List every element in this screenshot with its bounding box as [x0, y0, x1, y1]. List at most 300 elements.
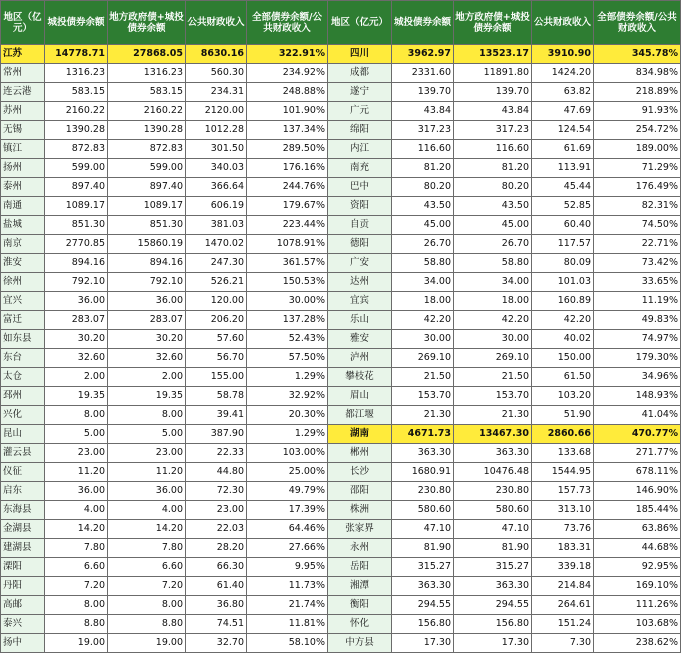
region-cell: 眉山 [328, 387, 392, 406]
region-cell: 泰兴 [1, 615, 45, 634]
value-cell: 19.35 [45, 387, 108, 406]
value-cell: 39.41 [186, 406, 247, 425]
value-cell: 45.00 [454, 216, 532, 235]
value-cell: 1544.95 [532, 463, 594, 482]
table-row [1, 349, 681, 368]
table-row [1, 235, 681, 254]
region-cell: 邵阳 [328, 482, 392, 501]
value-cell: 47.10 [454, 520, 532, 539]
value-cell: 80.20 [392, 178, 454, 197]
value-cell: 183.31 [532, 539, 594, 558]
value-cell: 58.80 [392, 254, 454, 273]
value-cell: 7.80 [108, 539, 186, 558]
region-cell: 张家界 [328, 520, 392, 539]
value-cell: 25.00% [247, 463, 328, 482]
value-cell: 56.70 [186, 349, 247, 368]
value-cell: 116.60 [392, 140, 454, 159]
region-cell: 衡阳 [328, 596, 392, 615]
region-cell: 东海县 [1, 501, 45, 520]
header-cell: 全部债券余额/公共财政收入 [594, 1, 681, 45]
table-row [1, 425, 681, 444]
value-cell: 792.10 [45, 273, 108, 292]
value-cell: 20.30% [247, 406, 328, 425]
value-cell: 894.16 [45, 254, 108, 273]
value-cell: 58.78 [186, 387, 247, 406]
table-row [1, 539, 681, 558]
value-cell: 189.00% [594, 140, 681, 159]
value-cell: 6.60 [45, 558, 108, 577]
value-cell: 124.54 [532, 121, 594, 140]
value-cell: 218.89% [594, 83, 681, 102]
table-row [1, 178, 681, 197]
header-cell: 全部债券余额/公共财政收入 [247, 1, 328, 45]
table-row [1, 463, 681, 482]
region-cell: 自贡 [328, 216, 392, 235]
value-cell: 103.68% [594, 615, 681, 634]
value-cell: 32.60 [108, 349, 186, 368]
value-cell: 18.00 [454, 292, 532, 311]
region-cell: 兴化 [1, 406, 45, 425]
value-cell: 63.82 [532, 83, 594, 102]
value-cell: 897.40 [45, 178, 108, 197]
value-cell: 40.02 [532, 330, 594, 349]
header-cell: 城投债券余额 [45, 1, 108, 45]
value-cell: 5.00 [45, 425, 108, 444]
value-cell: 17.30 [392, 634, 454, 653]
value-cell: 117.57 [532, 235, 594, 254]
value-cell: 32.70 [186, 634, 247, 653]
value-cell: 160.89 [532, 292, 594, 311]
header-cell: 公共财政收入 [532, 1, 594, 45]
value-cell: 137.34% [247, 121, 328, 140]
region-cell: 雅安 [328, 330, 392, 349]
value-cell: 43.84 [392, 102, 454, 121]
value-cell: 4671.73 [392, 425, 454, 444]
value-cell: 176.49% [594, 178, 681, 197]
value-cell: 17.30 [454, 634, 532, 653]
value-cell: 206.20 [186, 311, 247, 330]
value-cell: 66.30 [186, 558, 247, 577]
value-cell: 41.04% [594, 406, 681, 425]
value-cell: 28.20 [186, 539, 247, 558]
value-cell: 2160.22 [45, 102, 108, 121]
value-cell: 176.16% [247, 159, 328, 178]
value-cell: 42.20 [532, 311, 594, 330]
value-cell: 74.50% [594, 216, 681, 235]
value-cell: 36.80 [186, 596, 247, 615]
header-row [1, 1, 681, 45]
value-cell: 8.80 [108, 615, 186, 634]
region-cell: 南京 [1, 235, 45, 254]
value-cell: 157.73 [532, 482, 594, 501]
region-cell: 扬中 [1, 634, 45, 653]
value-cell: 101.03 [532, 273, 594, 292]
region-cell: 乐山 [328, 311, 392, 330]
value-cell: 47.69 [532, 102, 594, 121]
value-cell: 153.70 [454, 387, 532, 406]
value-cell: 599.00 [108, 159, 186, 178]
value-cell: 1089.17 [108, 197, 186, 216]
region-cell: 中方县 [328, 634, 392, 653]
value-cell: 42.20 [454, 311, 532, 330]
value-cell: 30.00 [454, 330, 532, 349]
value-cell: 230.80 [454, 482, 532, 501]
table-row [1, 83, 681, 102]
region-cell: 湘潭 [328, 577, 392, 596]
table-row [1, 406, 681, 425]
value-cell: 580.60 [392, 501, 454, 520]
value-cell: 116.60 [454, 140, 532, 159]
value-cell: 2770.85 [45, 235, 108, 254]
header-cell: 公共财政收入 [186, 1, 247, 45]
value-cell: 10476.48 [454, 463, 532, 482]
value-cell: 340.03 [186, 159, 247, 178]
region-cell: 株洲 [328, 501, 392, 520]
value-cell: 18.00 [392, 292, 454, 311]
table-row [1, 330, 681, 349]
value-cell: 26.70 [392, 235, 454, 254]
value-cell: 11.20 [108, 463, 186, 482]
value-cell: 34.00 [454, 273, 532, 292]
value-cell: 49.83% [594, 311, 681, 330]
table-row [1, 634, 681, 653]
value-cell: 872.83 [108, 140, 186, 159]
header-cell: 城投债券余额 [392, 1, 454, 45]
value-cell: 1390.28 [108, 121, 186, 140]
value-cell: 14778.71 [45, 45, 108, 64]
value-cell: 322.91% [247, 45, 328, 64]
value-cell: 63.86% [594, 520, 681, 539]
value-cell: 1078.91% [247, 235, 328, 254]
value-cell: 153.70 [392, 387, 454, 406]
value-cell: 22.03 [186, 520, 247, 539]
table-row [1, 482, 681, 501]
value-cell: 8.00 [45, 406, 108, 425]
value-cell: 526.21 [186, 273, 247, 292]
table-row [1, 387, 681, 406]
value-cell: 361.57% [247, 254, 328, 273]
table-row [1, 121, 681, 140]
table-row [1, 45, 681, 64]
value-cell: 599.00 [45, 159, 108, 178]
value-cell: 11891.80 [454, 64, 532, 83]
value-cell: 64.46% [247, 520, 328, 539]
value-cell: 9.95% [247, 558, 328, 577]
value-cell: 230.80 [392, 482, 454, 501]
value-cell: 271.77% [594, 444, 681, 463]
value-cell: 264.61 [532, 596, 594, 615]
value-cell: 317.23 [392, 121, 454, 140]
region-cell: 攀枝花 [328, 368, 392, 387]
value-cell: 30.20 [45, 330, 108, 349]
value-cell: 92.95% [594, 558, 681, 577]
region-cell: 巴中 [328, 178, 392, 197]
value-cell: 30.00% [247, 292, 328, 311]
value-cell: 19.35 [108, 387, 186, 406]
value-cell: 15860.19 [108, 235, 186, 254]
value-cell: 137.28% [247, 311, 328, 330]
region-cell: 盐城 [1, 216, 45, 235]
value-cell: 214.84 [532, 577, 594, 596]
value-cell: 36.00 [45, 292, 108, 311]
table-row [1, 292, 681, 311]
value-cell: 283.07 [108, 311, 186, 330]
value-cell: 23.00 [186, 501, 247, 520]
region-cell: 遂宁 [328, 83, 392, 102]
region-cell: 南通 [1, 197, 45, 216]
value-cell: 1470.02 [186, 235, 247, 254]
value-cell: 583.15 [108, 83, 186, 102]
value-cell: 4.00 [45, 501, 108, 520]
region-cell: 丹阳 [1, 577, 45, 596]
value-cell: 269.10 [454, 349, 532, 368]
region-cell: 启东 [1, 482, 45, 501]
value-cell: 606.19 [186, 197, 247, 216]
value-cell: 2160.22 [108, 102, 186, 121]
region-cell: 都江堰 [328, 406, 392, 425]
table-row [1, 558, 681, 577]
table-row [1, 596, 681, 615]
value-cell: 36.00 [108, 292, 186, 311]
value-cell: 22.33 [186, 444, 247, 463]
value-cell: 22.71% [594, 235, 681, 254]
region-cell: 扬州 [1, 159, 45, 178]
value-cell: 32.92% [247, 387, 328, 406]
value-cell: 315.27 [454, 558, 532, 577]
value-cell: 339.18 [532, 558, 594, 577]
value-cell: 169.10% [594, 577, 681, 596]
value-cell: 792.10 [108, 273, 186, 292]
value-cell: 14.20 [108, 520, 186, 539]
region-cell: 连云港 [1, 83, 45, 102]
value-cell: 81.90 [392, 539, 454, 558]
value-cell: 21.30 [392, 406, 454, 425]
value-cell: 34.96% [594, 368, 681, 387]
value-cell: 294.55 [392, 596, 454, 615]
region-cell: 广元 [328, 102, 392, 121]
region-cell: 东台 [1, 349, 45, 368]
value-cell: 156.80 [392, 615, 454, 634]
value-cell: 42.20 [392, 311, 454, 330]
value-cell: 49.79% [247, 482, 328, 501]
value-cell: 1012.28 [186, 121, 247, 140]
value-cell: 111.26% [594, 596, 681, 615]
value-cell: 248.88% [247, 83, 328, 102]
table-row [1, 368, 681, 387]
value-cell: 30.20 [108, 330, 186, 349]
value-cell: 366.64 [186, 178, 247, 197]
value-cell: 381.03 [186, 216, 247, 235]
value-cell: 289.50% [247, 140, 328, 159]
value-cell: 21.74% [247, 596, 328, 615]
value-cell: 113.91 [532, 159, 594, 178]
value-cell: 2.00 [108, 368, 186, 387]
value-cell: 283.07 [45, 311, 108, 330]
region-cell: 江苏 [1, 45, 45, 64]
value-cell: 3910.90 [532, 45, 594, 64]
value-cell: 851.30 [108, 216, 186, 235]
value-cell: 61.69 [532, 140, 594, 159]
value-cell: 61.40 [186, 577, 247, 596]
region-cell: 灌云县 [1, 444, 45, 463]
value-cell: 19.00 [108, 634, 186, 653]
value-cell: 8.00 [108, 596, 186, 615]
value-cell: 14.20 [45, 520, 108, 539]
value-cell: 73.76 [532, 520, 594, 539]
value-cell: 101.90% [247, 102, 328, 121]
value-cell: 19.00 [45, 634, 108, 653]
value-cell: 7.20 [108, 577, 186, 596]
value-cell: 363.30 [392, 577, 454, 596]
value-cell: 17.39% [247, 501, 328, 520]
value-cell: 7.20 [45, 577, 108, 596]
region-cell: 仪征 [1, 463, 45, 482]
region-cell: 郴州 [328, 444, 392, 463]
value-cell: 269.10 [392, 349, 454, 368]
value-cell: 4.00 [108, 501, 186, 520]
value-cell: 363.30 [454, 577, 532, 596]
table-row [1, 577, 681, 596]
region-cell: 徐州 [1, 273, 45, 292]
region-cell: 达州 [328, 273, 392, 292]
value-cell: 36.00 [108, 482, 186, 501]
value-cell: 81.20 [454, 159, 532, 178]
value-cell: 43.50 [454, 197, 532, 216]
value-cell: 11.73% [247, 577, 328, 596]
region-cell: 苏州 [1, 102, 45, 121]
value-cell: 894.16 [108, 254, 186, 273]
value-cell: 80.09 [532, 254, 594, 273]
region-cell: 永州 [328, 539, 392, 558]
table-body [1, 45, 681, 653]
value-cell: 21.50 [454, 368, 532, 387]
value-cell: 139.70 [392, 83, 454, 102]
value-cell: 1680.91 [392, 463, 454, 482]
table-row [1, 615, 681, 634]
value-cell: 26.70 [454, 235, 532, 254]
value-cell: 7.30 [532, 634, 594, 653]
value-cell: 21.50 [392, 368, 454, 387]
value-cell: 363.30 [454, 444, 532, 463]
value-cell: 1390.28 [45, 121, 108, 140]
value-cell: 1.29% [247, 425, 328, 444]
region-cell: 常州 [1, 64, 45, 83]
value-cell: 1316.23 [45, 64, 108, 83]
region-cell: 镇江 [1, 140, 45, 159]
value-cell: 8.00 [45, 596, 108, 615]
value-cell: 52.85 [532, 197, 594, 216]
value-cell: 1.29% [247, 368, 328, 387]
region-cell: 绵阳 [328, 121, 392, 140]
value-cell: 73.42% [594, 254, 681, 273]
value-cell: 2860.66 [532, 425, 594, 444]
value-cell: 150.00 [532, 349, 594, 368]
region-cell: 四川 [328, 45, 392, 64]
value-cell: 11.19% [594, 292, 681, 311]
table-row [1, 159, 681, 178]
value-cell: 133.68 [532, 444, 594, 463]
value-cell: 103.20 [532, 387, 594, 406]
region-cell: 宜兴 [1, 292, 45, 311]
region-cell: 内江 [328, 140, 392, 159]
value-cell: 23.00 [45, 444, 108, 463]
table-row [1, 254, 681, 273]
table-row [1, 216, 681, 235]
value-cell: 146.90% [594, 482, 681, 501]
region-cell: 泸州 [328, 349, 392, 368]
table-row [1, 311, 681, 330]
region-cell: 如东县 [1, 330, 45, 349]
value-cell: 21.30 [454, 406, 532, 425]
value-cell: 33.65% [594, 273, 681, 292]
region-cell: 邳州 [1, 387, 45, 406]
value-cell: 45.00 [392, 216, 454, 235]
value-cell: 179.30% [594, 349, 681, 368]
value-cell: 57.60 [186, 330, 247, 349]
value-cell: 678.11% [594, 463, 681, 482]
value-cell: 294.55 [454, 596, 532, 615]
value-cell: 185.44% [594, 501, 681, 520]
value-cell: 71.29% [594, 159, 681, 178]
value-cell: 91.93% [594, 102, 681, 121]
value-cell: 57.50% [247, 349, 328, 368]
region-cell: 建湖县 [1, 539, 45, 558]
value-cell: 315.27 [392, 558, 454, 577]
value-cell: 6.60 [108, 558, 186, 577]
value-cell: 238.62% [594, 634, 681, 653]
value-cell: 301.50 [186, 140, 247, 159]
value-cell: 151.24 [532, 615, 594, 634]
value-cell: 27868.05 [108, 45, 186, 64]
region-cell: 广安 [328, 254, 392, 273]
value-cell: 8630.16 [186, 45, 247, 64]
value-cell: 234.92% [247, 64, 328, 83]
value-cell: 61.50 [532, 368, 594, 387]
value-cell: 156.80 [454, 615, 532, 634]
value-cell: 254.72% [594, 121, 681, 140]
region-cell: 德阳 [328, 235, 392, 254]
value-cell: 58.80 [454, 254, 532, 273]
value-cell: 74.97% [594, 330, 681, 349]
region-cell: 岳阳 [328, 558, 392, 577]
region-cell: 金湖县 [1, 520, 45, 539]
value-cell: 851.30 [45, 216, 108, 235]
value-cell: 45.44 [532, 178, 594, 197]
region-cell: 长沙 [328, 463, 392, 482]
region-cell: 昆山 [1, 425, 45, 444]
value-cell: 345.78% [594, 45, 681, 64]
value-cell: 44.80 [186, 463, 247, 482]
region-cell: 怀化 [328, 615, 392, 634]
region-cell: 宜宾 [328, 292, 392, 311]
value-cell: 27.66% [247, 539, 328, 558]
header-cell: 地区（亿元） [1, 1, 45, 45]
value-cell: 44.68% [594, 539, 681, 558]
value-cell: 223.44% [247, 216, 328, 235]
region-cell: 太仓 [1, 368, 45, 387]
value-cell: 8.00 [108, 406, 186, 425]
region-cell: 泰州 [1, 178, 45, 197]
value-cell: 60.40 [532, 216, 594, 235]
value-cell: 13467.30 [454, 425, 532, 444]
value-cell: 52.43% [247, 330, 328, 349]
region-cell: 高邮 [1, 596, 45, 615]
value-cell: 11.20 [45, 463, 108, 482]
value-cell: 43.50 [392, 197, 454, 216]
region-cell: 南充 [328, 159, 392, 178]
value-cell: 80.20 [454, 178, 532, 197]
value-cell: 247.30 [186, 254, 247, 273]
